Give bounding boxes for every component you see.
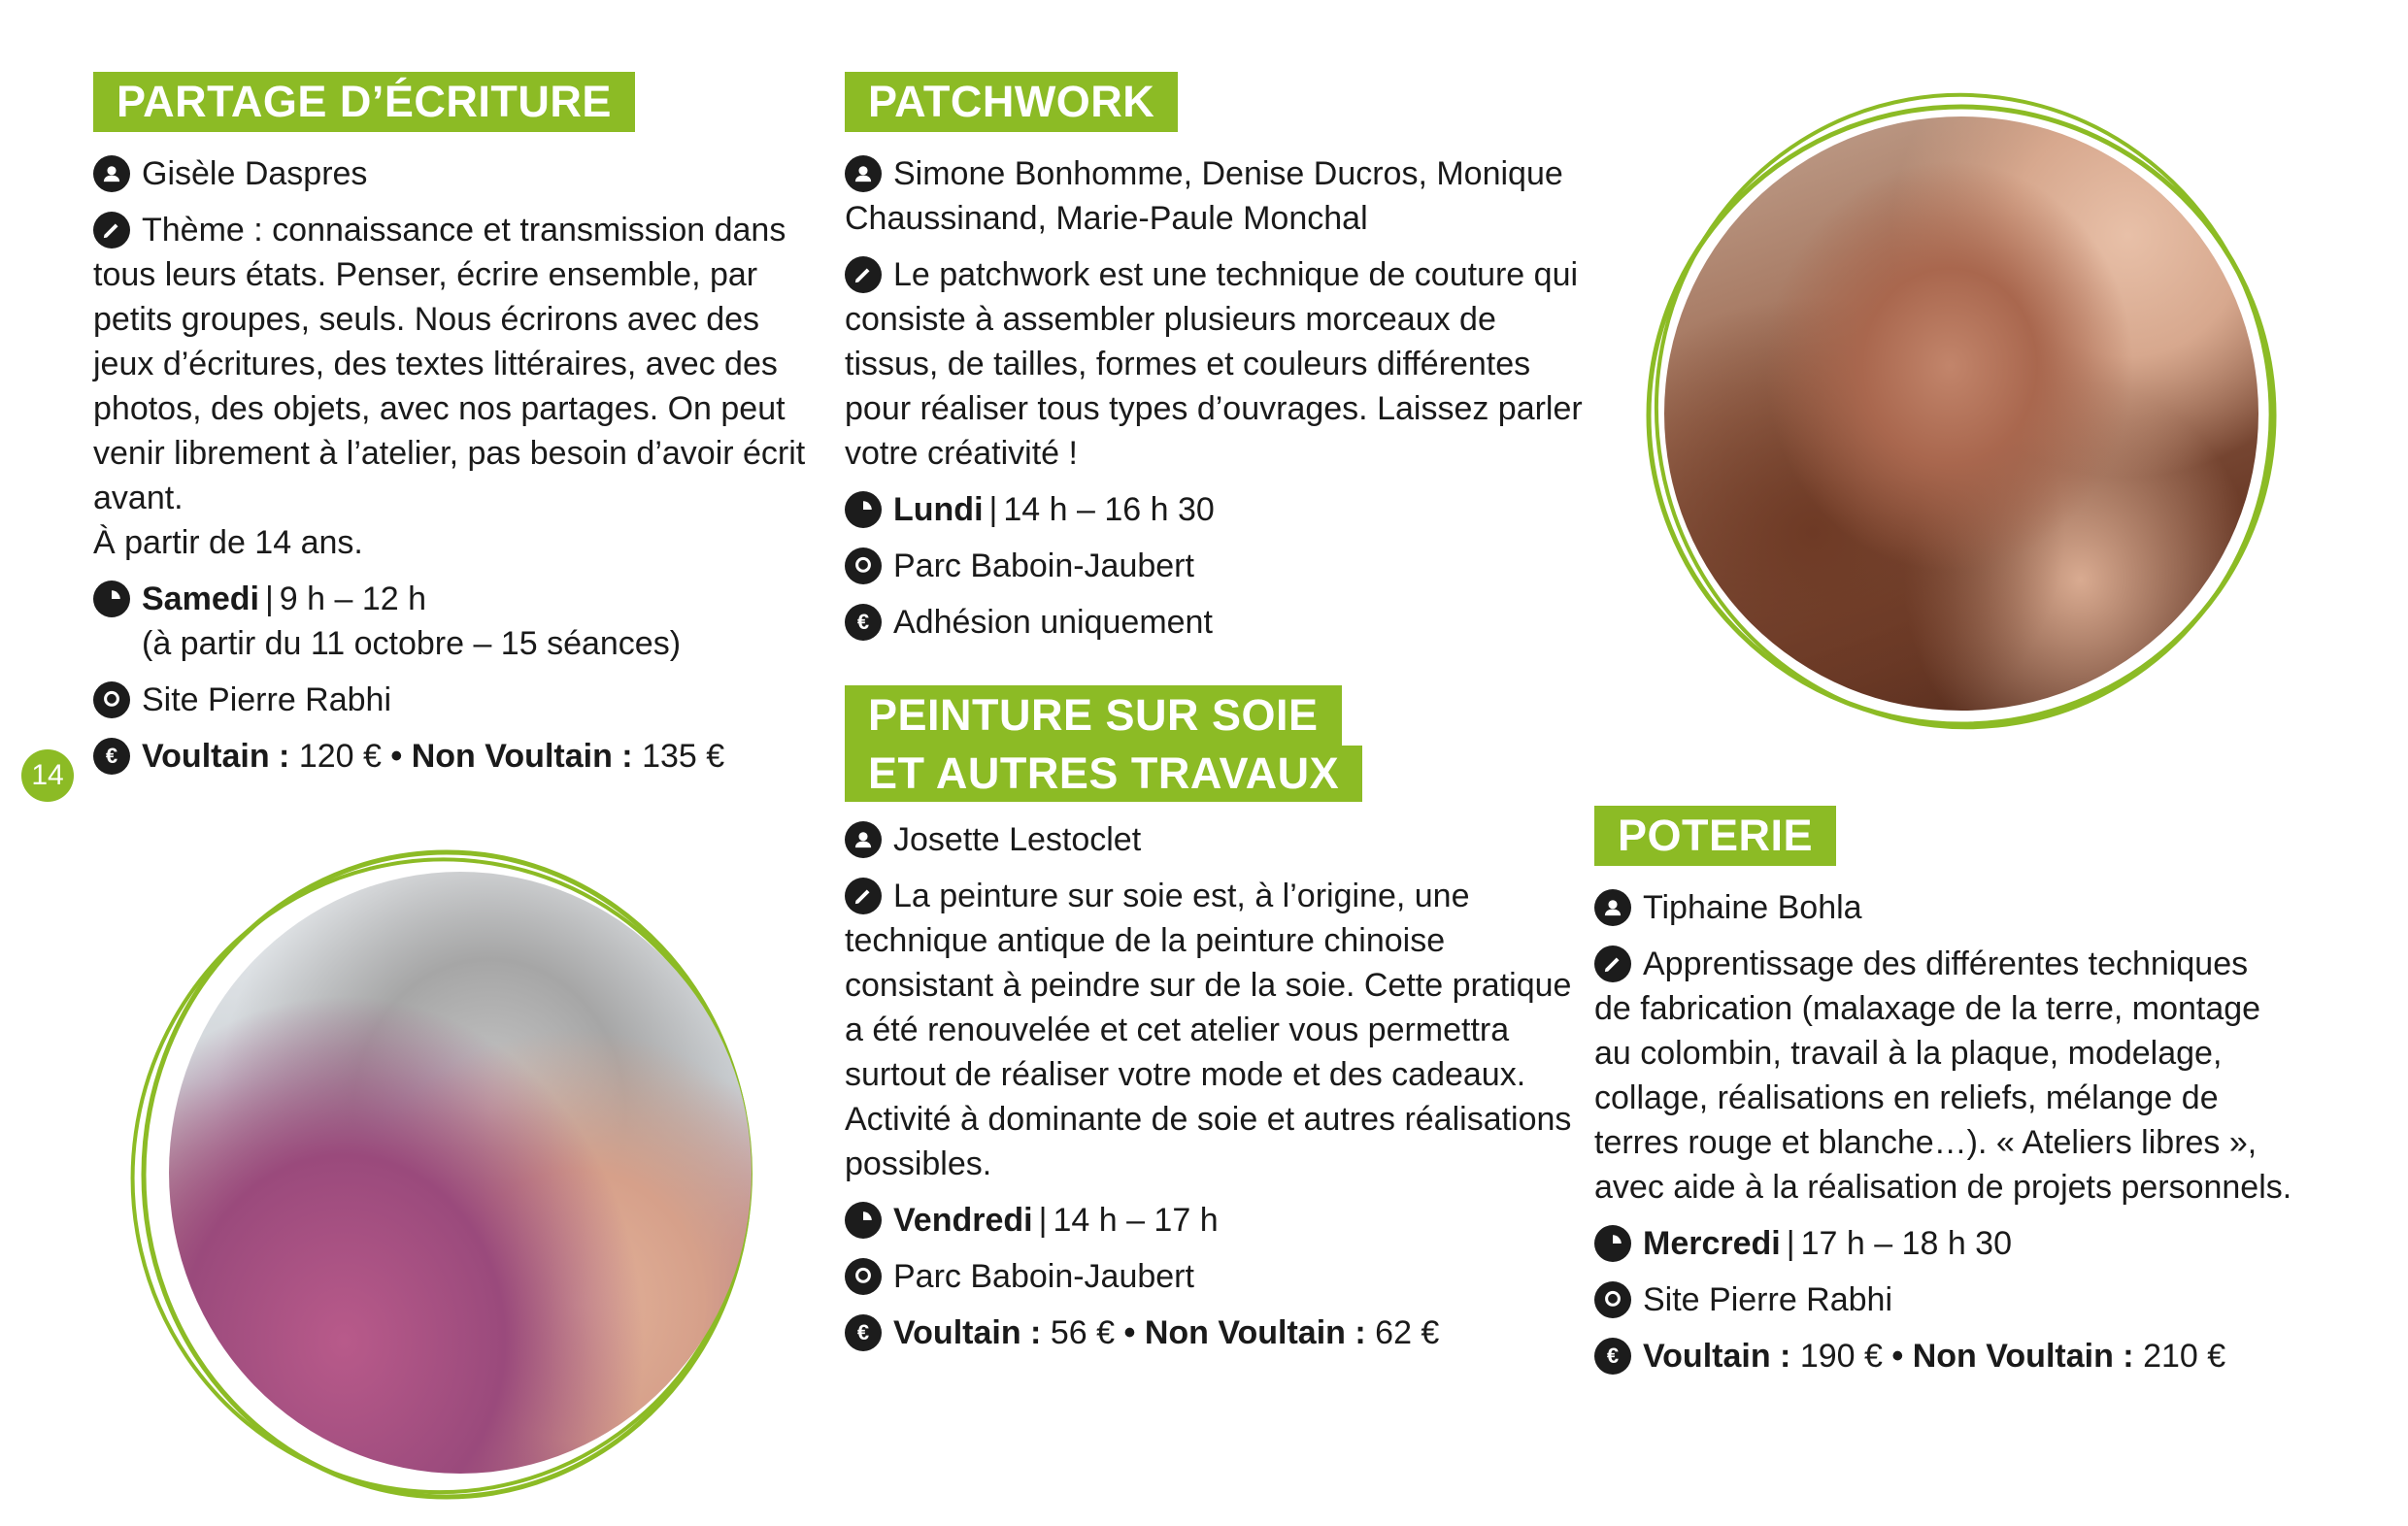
description-text: Le patchwork est une technique de couture qui consiste à assembler plusieurs morceaux de tissus, de tailles, formes et couleurs différentes pour réaliser tous types d’ouvrages. Laissez parler votre créativité ! xyxy=(845,256,1583,472)
location-pin-icon xyxy=(1594,1281,1631,1318)
schedule-day: Lundi xyxy=(893,491,984,528)
pottery-photo xyxy=(1651,105,2272,726)
location-pin-icon xyxy=(93,681,130,718)
euro-icon: € xyxy=(93,738,130,775)
description-row xyxy=(845,874,1583,1186)
price-row xyxy=(93,734,826,779)
location-row xyxy=(93,678,826,722)
section-poterie xyxy=(1594,806,2293,1378)
instructor-row xyxy=(845,817,1583,862)
price-label-local: Voultain : xyxy=(1643,1338,1791,1375)
price-label-local: Voultain : xyxy=(142,738,290,775)
schedule-row xyxy=(93,577,826,666)
schedule-row xyxy=(1594,1221,2293,1266)
schedule-hours: 14 h – 17 h xyxy=(1053,1202,1219,1239)
bullet: • xyxy=(1891,1338,1904,1375)
age-note: À partir de 14 ans. xyxy=(93,524,363,561)
price-external: 210 € xyxy=(2143,1338,2226,1375)
section-title-line2: ET AUTRES TRAVAUX xyxy=(845,746,1362,802)
pottery-photo-image xyxy=(1664,116,2258,711)
location-text: Site Pierre Rabhi xyxy=(142,681,392,718)
location-row xyxy=(845,1254,1583,1299)
sewing-photo xyxy=(155,854,767,1485)
clock-icon xyxy=(93,581,130,617)
price-row xyxy=(845,600,1583,645)
bullet: • xyxy=(390,738,403,775)
location-row xyxy=(1594,1277,2293,1322)
location-pin-icon xyxy=(845,547,882,584)
section-title: PARTAGE D’ÉCRITURE xyxy=(93,72,635,132)
section-peinture-soie xyxy=(845,685,1583,1355)
price-external: 62 € xyxy=(1375,1314,1440,1351)
description-text: La peinture sur soie est, à l’origine, une technique antique de la peinture chinoise consistant à peindre sur de la soie. Cette pratique a été renouvelée et cet atelier vous permettra surtout de réaliser votre mode et des cadeaux. Activité à dominante de soie et autres réalisations possibles. xyxy=(845,878,1572,1182)
location-pin-icon xyxy=(845,1258,882,1295)
section-partage-ecriture xyxy=(93,72,826,779)
price-local: 190 € xyxy=(1799,1338,1883,1375)
price-external: 135 € xyxy=(642,738,725,775)
location-row xyxy=(845,544,1583,588)
sewing-photo-image xyxy=(169,872,752,1474)
price-label-local: Voultain : xyxy=(893,1314,1042,1351)
separator: | xyxy=(264,581,274,617)
description-row xyxy=(93,208,826,520)
price-local: 120 € xyxy=(298,738,382,775)
instructor-row xyxy=(93,151,826,196)
person-icon xyxy=(1594,889,1631,926)
description-row xyxy=(1594,942,2293,1210)
instructor-name: Josette Lestoclet xyxy=(893,821,1142,858)
section-patchwork xyxy=(845,72,1583,645)
clock-icon xyxy=(845,491,882,528)
price-local: 56 € xyxy=(1050,1314,1115,1351)
schedule-hours: 9 h – 12 h xyxy=(279,581,427,617)
euro-icon: € xyxy=(1594,1338,1631,1375)
schedule-day: Mercredi xyxy=(1643,1225,1781,1262)
euro-icon: € xyxy=(845,1314,882,1351)
price-text: Adhésion uniquement xyxy=(893,604,1213,641)
schedule-day: Vendredi xyxy=(893,1202,1033,1239)
description-row xyxy=(845,252,1583,476)
instructor-name: Tiphaine Bohla xyxy=(1643,889,1862,926)
separator: | xyxy=(988,491,998,528)
location-text: Parc Baboin-Jaubert xyxy=(893,1258,1194,1295)
section-title xyxy=(845,685,1583,802)
schedule-row xyxy=(845,487,1583,532)
schedule-day: Samedi xyxy=(142,581,259,617)
price-row xyxy=(845,1310,1583,1355)
location-text: Parc Baboin-Jaubert xyxy=(893,547,1194,584)
person-icon xyxy=(93,155,130,192)
instructor-row xyxy=(1594,885,2293,930)
separator: | xyxy=(1038,1202,1048,1239)
price-label-external: Non Voultain : xyxy=(1912,1338,2134,1375)
schedule-note: (à partir du 11 octobre – 15 séances) xyxy=(142,625,682,662)
separator: | xyxy=(1786,1225,1795,1262)
price-label-external: Non Voultain : xyxy=(1144,1314,1366,1351)
instructor-names: Simone Bonhomme, Denise Ducros, Monique Chaussinand, Marie-Paule Monchal xyxy=(845,155,1563,237)
location-text: Site Pierre Rabhi xyxy=(1643,1281,1893,1318)
clock-icon xyxy=(845,1202,882,1239)
section-title: POTERIE xyxy=(1594,806,1836,866)
clock-icon xyxy=(1594,1225,1631,1262)
bullet: • xyxy=(1123,1314,1136,1351)
schedule-hours: 17 h – 18 h 30 xyxy=(1800,1225,2012,1262)
person-icon xyxy=(845,821,882,858)
schedule-row xyxy=(845,1198,1583,1243)
section-title: PATCHWORK xyxy=(845,72,1178,132)
description-text: Thème : connaissance et transmission dans tous leurs états. Penser, écrire ensemble, par petits groupes, seuls. Nous écrirons avec des jeux d’écritures, des textes littéraires, avec des photos, des objets, avec nos partages. On peut venir librement à l’atelier, pas besoin d’avoir écrit avant. xyxy=(93,212,806,516)
section-title-line1: PEINTURE SUR SOIE xyxy=(845,685,1342,746)
schedule-hours: 14 h – 16 h 30 xyxy=(1003,491,1215,528)
description-text: Apprentissage des différentes techniques de fabrication (malaxage de la terre, montage au colombin, travail à la plaque, modelage, collage, réalisations en reliefs, mélange de terres rouge et blanche…). « Ateliers libres », avec aide à la réalisation de projets personnels. xyxy=(1594,945,2292,1206)
euro-icon: € xyxy=(845,604,882,641)
instructor-name: Gisèle Daspres xyxy=(142,155,368,192)
price-label-external: Non Voultain : xyxy=(411,738,633,775)
instructor-row xyxy=(845,151,1583,241)
page-number: 14 xyxy=(21,749,74,802)
price-row xyxy=(1594,1334,2293,1378)
